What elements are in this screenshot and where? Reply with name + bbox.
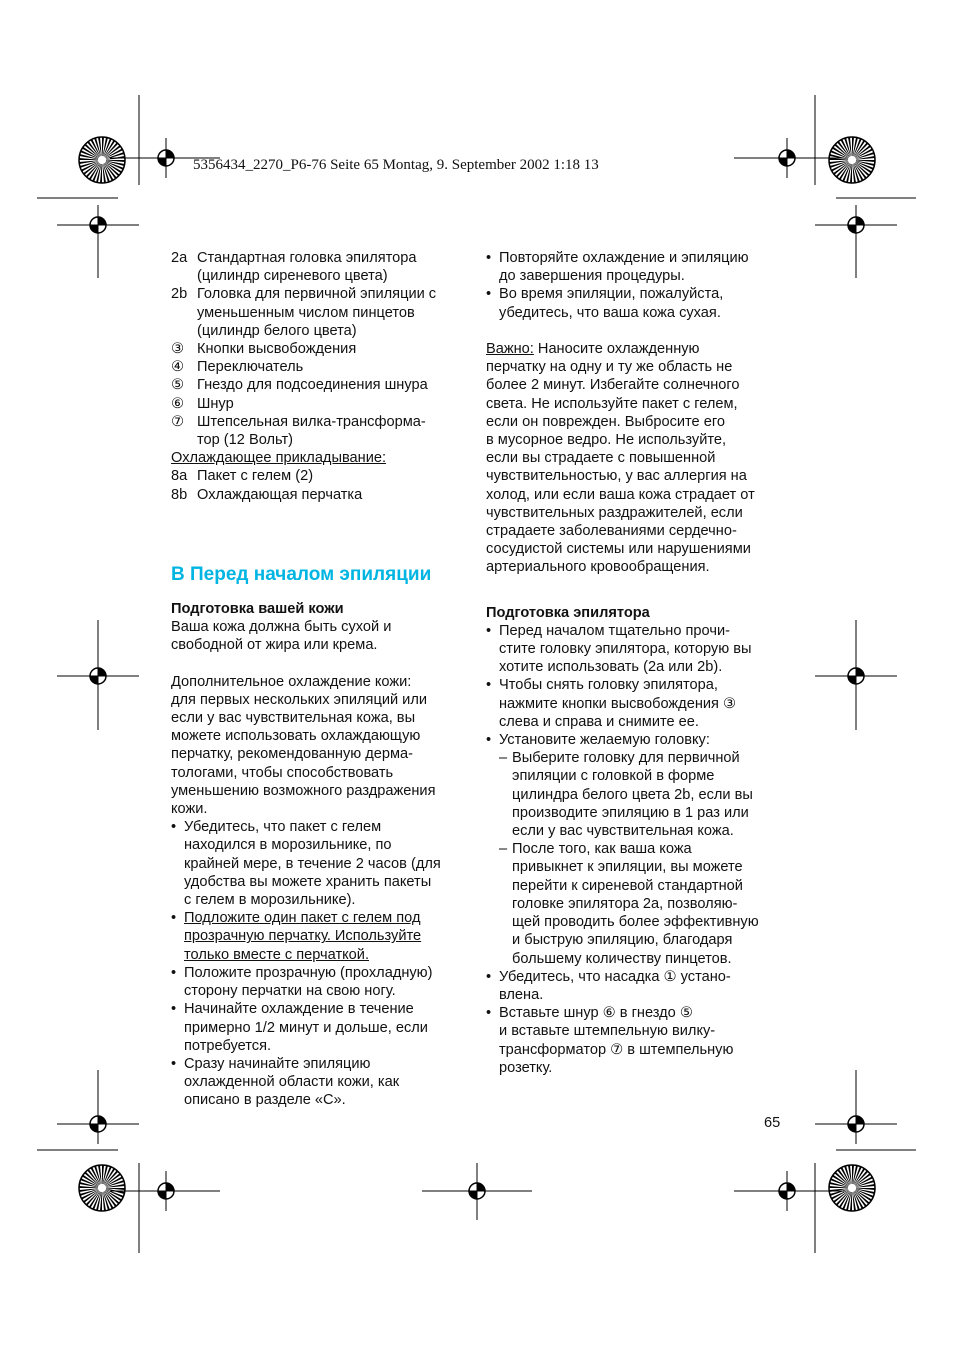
text-line: если у вас чувствительная кожа, вы bbox=[171, 710, 416, 727]
text-line: производите эпиляцию в 1 раз или bbox=[512, 804, 749, 821]
part-number: 2b bbox=[171, 286, 188, 303]
bullet-marker: • bbox=[171, 1001, 177, 1018]
part-number: 2a bbox=[171, 250, 188, 266]
text-line: сторону перчатки на свою ногу. bbox=[184, 983, 396, 1000]
text-line: если вы страдаете с повышенной bbox=[486, 450, 716, 467]
text-line: Выберите головку для первичной bbox=[512, 750, 740, 767]
text-line: и вставьте штемпельную вилку- bbox=[499, 1023, 716, 1040]
bullet-marker: • bbox=[486, 968, 492, 985]
registration-quadrant bbox=[98, 217, 106, 225]
registration-quadrant bbox=[856, 1116, 864, 1124]
text-line: влена. bbox=[499, 986, 544, 1003]
text-line: (цилиндр сиреневого цвета) bbox=[197, 268, 388, 285]
part-item bbox=[171, 249, 471, 285]
spacer bbox=[171, 654, 471, 672]
text-line: Гнездо для подсоединения шнура bbox=[197, 377, 428, 394]
bullet-item bbox=[486, 731, 786, 749]
text-line: тологами, чтобы способствовать bbox=[171, 764, 394, 781]
text-line: Убедитесь, что пакет с гелем bbox=[184, 819, 382, 836]
skin-heading: Подготовка вашей кожи bbox=[171, 600, 344, 617]
registration-quadrant bbox=[787, 1183, 795, 1191]
text-line: чувствительностью, у вас аллергия на bbox=[486, 468, 747, 485]
text-line: Чтобы снять головку эпилятора, bbox=[499, 677, 718, 694]
part-description bbox=[197, 486, 362, 504]
left-column bbox=[171, 249, 471, 1110]
text-line: хотите использовать (2a или 2b). bbox=[499, 659, 723, 676]
part-description bbox=[197, 340, 356, 358]
part-item bbox=[171, 376, 471, 394]
text-line: потребуется. bbox=[184, 1037, 272, 1054]
dash-marker: – bbox=[499, 841, 508, 858]
part-description bbox=[197, 467, 313, 485]
text-line: Охлаждающая перчатка bbox=[197, 486, 363, 503]
bullet-item bbox=[486, 676, 786, 731]
part-description bbox=[197, 249, 417, 285]
text-line: свободной от жира или крема. bbox=[171, 637, 378, 654]
text-line: для первых нескольких эпиляций или bbox=[171, 691, 427, 708]
text-line: до завершения процедуры. bbox=[499, 268, 685, 285]
text-line: Перед началом тщательно прочи- bbox=[499, 622, 730, 639]
text-line: Установите желаемую головку: bbox=[499, 732, 710, 749]
bullet-item bbox=[171, 909, 471, 964]
text-line: можете использовать охлаждающую bbox=[171, 728, 421, 745]
text-line: стите головку эпилятора, которую вы bbox=[499, 641, 752, 658]
registration-quadrant bbox=[90, 1124, 98, 1132]
text-line: розетку. bbox=[499, 1059, 553, 1076]
text-line: Ваша кожа должна быть сухой и bbox=[171, 619, 392, 636]
part-item bbox=[171, 285, 471, 340]
part-item bbox=[171, 340, 471, 358]
page-number: 65 bbox=[764, 1115, 781, 1131]
bullet-marker: • bbox=[486, 677, 492, 694]
registration-quadrant bbox=[90, 676, 98, 684]
right-column bbox=[486, 249, 786, 1077]
prep-heading: Подготовка эпилятора bbox=[486, 604, 650, 621]
registration-quadrant bbox=[779, 1191, 787, 1199]
registration-quadrant bbox=[166, 1183, 174, 1191]
registration-quadrant bbox=[98, 668, 106, 676]
text-line: перчатку на одну и ту же область не bbox=[486, 359, 733, 376]
bullet-marker: • bbox=[171, 819, 177, 836]
part-description bbox=[197, 285, 436, 340]
registration-quadrant bbox=[477, 1183, 485, 1191]
bullet-item bbox=[486, 285, 786, 321]
text-line: Положите прозрачную (прохладную) bbox=[184, 964, 433, 981]
bullet-text bbox=[499, 731, 710, 749]
text-line bbox=[486, 340, 786, 358]
bullet-marker: • bbox=[171, 964, 177, 981]
bullet-marker: • bbox=[486, 622, 492, 639]
bullet-item bbox=[486, 249, 786, 285]
text-line: крайней мере, в течение 2 часов (для bbox=[184, 855, 441, 872]
text-line: нажмите кнопки высвобождения ③ bbox=[499, 695, 737, 712]
bullet-marker: • bbox=[486, 286, 492, 303]
bullet-marker: • bbox=[486, 732, 492, 749]
part-number: ⑤ bbox=[171, 377, 185, 394]
registration-quadrant bbox=[158, 1191, 166, 1199]
bullet-text bbox=[499, 249, 749, 285]
registration-quadrant bbox=[158, 158, 166, 166]
text-line: только вместе с перчаткой. bbox=[184, 946, 370, 963]
text-line: охлажденной области кожи, как bbox=[184, 1074, 400, 1091]
dash-item bbox=[486, 840, 786, 967]
text-line: Переключатель bbox=[197, 359, 304, 376]
registration-quadrant bbox=[90, 225, 98, 233]
spacer bbox=[486, 322, 786, 340]
text-line: щей проводить более эффективную bbox=[512, 914, 759, 931]
part-number: ⑥ bbox=[171, 395, 185, 412]
text-line: более 2 минут. Избегайте солнечного bbox=[486, 377, 740, 394]
registration-quadrant bbox=[848, 676, 856, 684]
text-line: и быструю эпиляцию, благодаря bbox=[512, 932, 733, 949]
part-number: 8b bbox=[171, 486, 188, 503]
bullet-text bbox=[499, 285, 723, 321]
text-line: Кнопки высвобождения bbox=[197, 341, 357, 358]
text-line: убедитесь, что ваша кожа сухая. bbox=[499, 304, 721, 321]
text-line: слева и справа и снимите ее. bbox=[499, 713, 699, 730]
bullet-item bbox=[486, 622, 786, 677]
text-line: описано в разделе «C». bbox=[184, 1092, 346, 1109]
part-number: ④ bbox=[171, 359, 185, 376]
bullet-marker: • bbox=[171, 910, 177, 927]
bullet-item bbox=[486, 968, 786, 1004]
text-line: света. Не используйте пакет с гелем, bbox=[486, 395, 738, 412]
text-line: трансформатор ⑦ в штемпельную bbox=[499, 1041, 734, 1058]
dash-marker: – bbox=[499, 750, 508, 767]
text-line: Убедитесь, что насадка ① устано- bbox=[499, 968, 731, 985]
bullet-text bbox=[499, 1004, 733, 1077]
text-line: тор (12 Вольт) bbox=[197, 432, 294, 449]
text-line: если у вас чувствительная кожа. bbox=[512, 823, 734, 840]
text-line: привыкнет к эпиляции, вы можете bbox=[512, 859, 743, 876]
text-line: Подложите один пакет с гелем под bbox=[184, 910, 421, 927]
bullet-item bbox=[171, 1055, 471, 1110]
bullet-text bbox=[512, 749, 753, 840]
part-description bbox=[197, 376, 428, 394]
star-target-center bbox=[848, 156, 856, 164]
text-line: в мусорное ведро. Не используйте, bbox=[486, 432, 727, 449]
part-item bbox=[171, 467, 471, 485]
part-number: ③ bbox=[171, 341, 185, 358]
bullet-text bbox=[184, 909, 421, 964]
text-line: страдаете заболеваниями сердечно- bbox=[486, 523, 737, 540]
bullet-text bbox=[184, 818, 441, 909]
text-line: сосудистой системы или нарушениями bbox=[486, 541, 751, 558]
text-line: находился в морозильнике, по bbox=[184, 837, 392, 854]
bullet-text bbox=[184, 1055, 399, 1110]
text-line: если он поврежден. Выбросите его bbox=[486, 413, 725, 430]
registration-quadrant bbox=[469, 1191, 477, 1199]
important-label: Важно: bbox=[486, 341, 534, 357]
bullet-text bbox=[184, 1000, 428, 1055]
text-line: Начинайте охлаждение в течение bbox=[184, 1001, 414, 1018]
registration-quadrant bbox=[848, 1124, 856, 1132]
spacer bbox=[171, 586, 471, 600]
star-target-center bbox=[98, 156, 106, 164]
text-line: Дополнительное охлаждение кожи: bbox=[171, 673, 412, 690]
part-description bbox=[197, 413, 426, 449]
bullet-text bbox=[499, 968, 731, 1004]
part-item bbox=[171, 413, 471, 449]
bullet-item bbox=[171, 964, 471, 1000]
text-line: Во время эпиляции, пожалуйста, bbox=[499, 286, 724, 303]
text-line: с гелем в морозильнике). bbox=[184, 892, 356, 909]
bullet-text bbox=[499, 622, 751, 677]
text-line: Штепсельная вилка-трансформа- bbox=[197, 413, 426, 430]
important-text: Наносите охлажденную bbox=[533, 341, 700, 357]
bullet-marker: • bbox=[486, 250, 492, 266]
text-line: холод, или если ваша кожа страдает от bbox=[486, 486, 755, 503]
bullet-item bbox=[171, 1000, 471, 1055]
text-line: прозрачную перчатку. Используйте bbox=[184, 928, 422, 945]
bullet-text bbox=[512, 840, 759, 967]
registration-quadrant bbox=[856, 217, 864, 225]
text-line: перейти к сиреневой стандартной bbox=[512, 877, 743, 894]
dash-item bbox=[486, 749, 786, 840]
cooling-heading: Охлаждающее прикладывание: bbox=[171, 450, 387, 467]
part-item bbox=[171, 395, 471, 413]
spacer bbox=[171, 504, 471, 564]
star-target-center bbox=[848, 1184, 856, 1192]
text-line: эпиляции с головкой в форме bbox=[512, 768, 715, 785]
text-line: Головка для первичной эпиляции с bbox=[197, 286, 437, 303]
text-line: Вставьте шнур ⑥ в гнездо ⑤ bbox=[499, 1005, 693, 1022]
bullet-text bbox=[499, 676, 736, 731]
part-number: ⑦ bbox=[171, 413, 185, 430]
bullet-item bbox=[171, 818, 471, 909]
part-description bbox=[197, 395, 234, 413]
text-line: примерно 1/2 минут и дольше, если bbox=[184, 1019, 428, 1036]
text-line: перчатку, рекомендованную дерма- bbox=[171, 746, 414, 763]
text-line: (цилиндр белого цвета) bbox=[197, 322, 357, 339]
part-description bbox=[197, 358, 303, 376]
text-line: Сразу начинайте эпиляцию bbox=[184, 1055, 371, 1072]
bullet-text bbox=[184, 964, 433, 1000]
part-number: 8a bbox=[171, 468, 188, 485]
bullet-item bbox=[486, 1004, 786, 1077]
bullet-marker: • bbox=[171, 1055, 177, 1072]
part-item bbox=[171, 358, 471, 376]
registration-quadrant bbox=[856, 668, 864, 676]
text-line: Пакет с гелем (2) bbox=[197, 468, 314, 485]
text-line: Стандартная головка эпилятора bbox=[197, 250, 417, 266]
bullet-marker: • bbox=[486, 1005, 492, 1022]
text-line: большему количеству пинцетов. bbox=[512, 950, 732, 967]
important-note bbox=[486, 340, 786, 577]
text-line: Повторяйте охлаждение и эпиляцию bbox=[499, 250, 749, 266]
spacer bbox=[486, 577, 786, 604]
text-line: удобства вы можете хранить пакеты bbox=[184, 873, 432, 890]
registration-quadrant bbox=[98, 1116, 106, 1124]
part-item bbox=[171, 486, 471, 504]
text-line: кожи. bbox=[171, 801, 208, 818]
text-line: Шнур bbox=[197, 395, 234, 412]
text-line: головке эпилятора 2a, позволяю- bbox=[512, 895, 738, 912]
print-slug-header: 5356434_2270_P6-76 Seite 65 Montag, 9. September 2002 1:18 13 bbox=[193, 157, 599, 173]
registration-quadrant bbox=[787, 150, 795, 158]
section-title: B Перед началом эпиляции bbox=[171, 563, 432, 585]
registration-quadrant bbox=[848, 225, 856, 233]
text-line: уменьшенным числом пинцетов bbox=[197, 304, 415, 321]
text-line: уменьшению возможного раздражения bbox=[171, 782, 436, 799]
star-target-center bbox=[98, 1184, 106, 1192]
registration-quadrant bbox=[166, 150, 174, 158]
text-line: После того, как ваша кожа bbox=[512, 841, 692, 858]
text-line: цилиндра белого цвета 2b, если вы bbox=[512, 786, 753, 803]
text-line: артериального кровообращения. bbox=[486, 559, 710, 576]
registration-quadrant bbox=[779, 158, 787, 166]
text-line: чувствительных раздражителей, если bbox=[486, 504, 743, 521]
